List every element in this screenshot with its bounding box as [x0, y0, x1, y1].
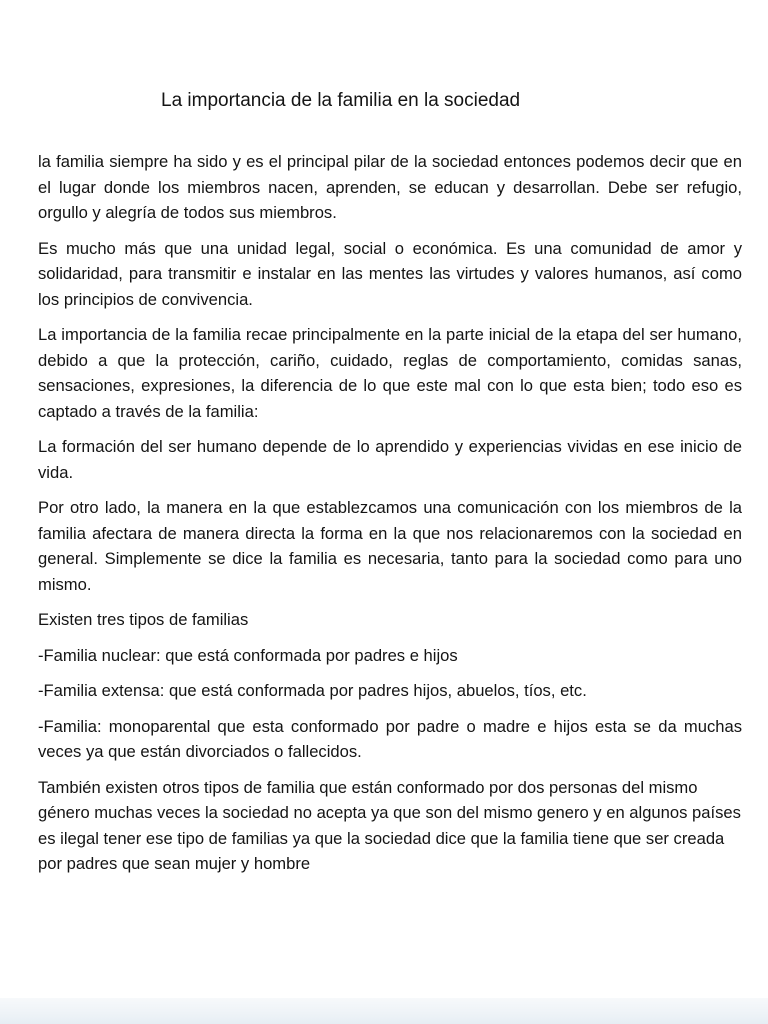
document-body — [38, 149, 742, 887]
paragraph-communication: Por otro lado, la manera en la que establezcamos una comunicación con los miembros de la familia afectara de manera directa la forma en la que nos relacionaremos con la sociedad en general. Simplemente se dice la familia es necesaria, tanto para la sociedad como para uno mismo. — [38, 498, 742, 594]
document-title: La importancia de la familia en la sociedad — [161, 90, 521, 111]
viewer-bottom-edge — [0, 998, 768, 1024]
list-item-nuclear-family: -Familia nuclear: que está conformada por padres e hijos — [38, 645, 458, 665]
list-item-extended-family: -Familia extensa: que está conformada por padres hijos, abuelos, tíos, etc. — [38, 681, 587, 700]
paragraph-community: Es mucho más que una unidad legal, social o económica. Es una comunidad de amor y solidaridad, para transmitir e instalar en las mentes las virtudes y valores humanos, así como los principios de convivencia. — [38, 238, 742, 309]
paragraph-other-family-types: También existen otros tipos de familia que están conformado por dos personas del mismo género muchas veces la sociedad no acepta ya que son del mismo genero y en algunos países es ilegal tener ese tipo de familias ya que la sociedad dice que la familia tiene que ser creada por padres que sean mujer y hombre — [38, 777, 741, 873]
paragraph-formation: La formación del ser humano depende de lo aprendido y experiencias vividas en ese inicio de vida. — [38, 437, 742, 482]
paragraph-family-types-intro: Existen tres tipos de familias — [38, 610, 249, 629]
paragraph-family-pillar: la familia siempre ha sido y es el principal pilar de la sociedad entonces podemos decir que en el lugar donde los miembros nacen, aprenden, se educan y desarrollan. Debe ser refugio, orgullo y alegría de todos sus miembros. — [38, 152, 742, 222]
paragraph-importance: La importancia de la familia recae principalmente en la parte inicial de la etapa del ser humano, debido a que la protección, cariño, cuidado, reglas de comportamiento, comidas sanas, sensaciones, expresiones, la diferencia de lo que este mal con lo que esta bien; todo eso es captado a través de la familia: — [38, 325, 742, 421]
list-item-single-parent-family: -Familia: monoparental que esta conformado por padre o madre e hijos esta se da muchas veces ya que están divorciados o fallecidos. — [38, 716, 742, 761]
